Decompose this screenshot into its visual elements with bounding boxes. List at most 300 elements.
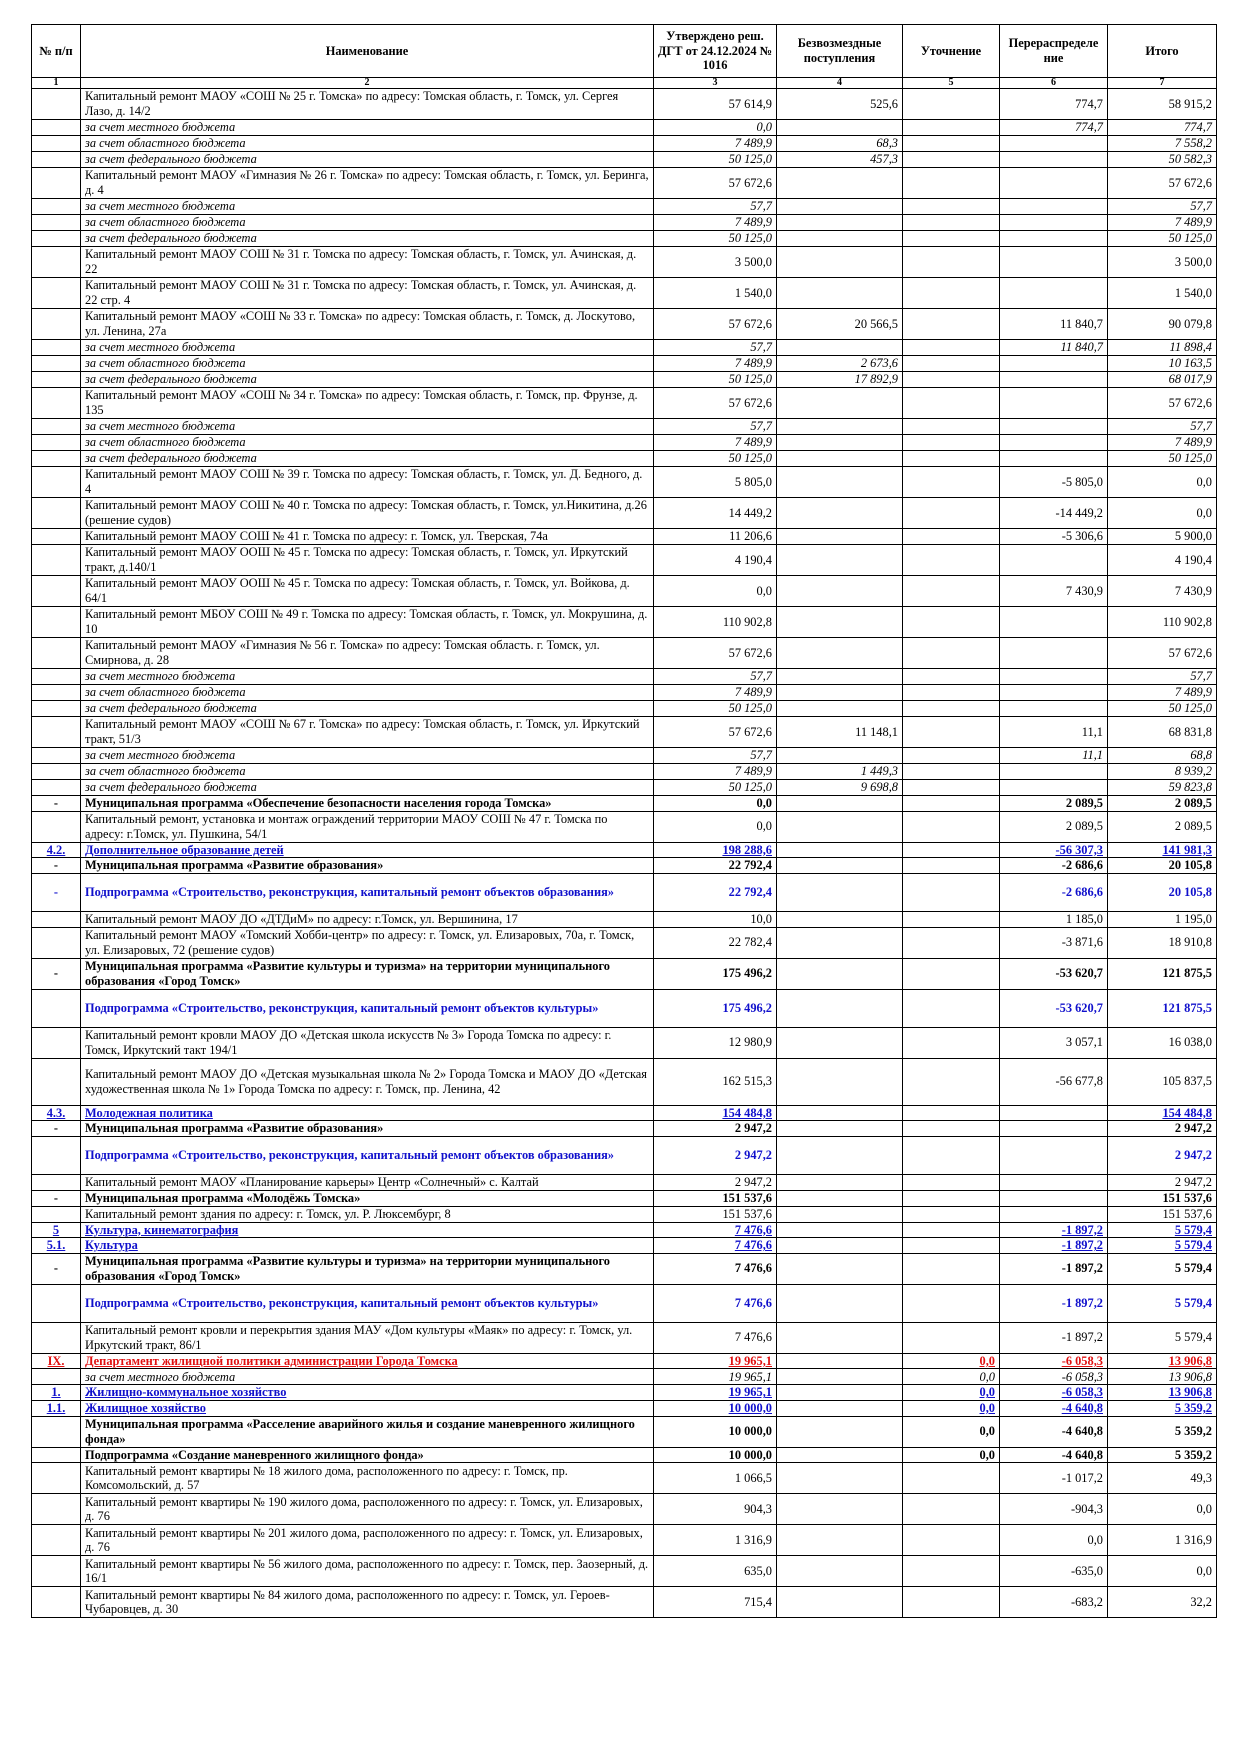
cell-num: 5: [32, 1222, 81, 1238]
cell-approved: 10 000,0: [654, 1416, 777, 1447]
table-row: [32, 685, 1217, 701]
cell-approved: 5 805,0: [654, 467, 777, 498]
cell-total: 2 947,2: [1108, 1136, 1217, 1174]
cell-approved: 57 672,6: [654, 717, 777, 748]
table-row: [32, 372, 1217, 388]
cell-redistribution: [1000, 764, 1108, 780]
cell-approved: 57 672,6: [654, 388, 777, 419]
col-number: 5: [903, 78, 1000, 89]
cell-free-receipts: [777, 199, 903, 215]
cell-clarification: [903, 764, 1000, 780]
table-row: [32, 1416, 1217, 1447]
cell-free-receipts: [777, 1121, 903, 1137]
cell-name: Капитальный ремонт квартиры № 18 жилого дома, расположенного по адресу: г. Томск, пр. Комсомольский, д. 57: [81, 1463, 654, 1494]
table-row: [32, 529, 1217, 545]
cell-clarification: 0,0: [903, 1369, 1000, 1385]
col-number: 4: [777, 78, 903, 89]
cell-clarification: [903, 1284, 1000, 1322]
cell-approved: 50 125,0: [654, 451, 777, 467]
cell-name: Культура, кинематография: [81, 1222, 654, 1238]
cell-approved: 0,0: [654, 120, 777, 136]
cell-clarification: [903, 1253, 1000, 1284]
cell-num: [32, 247, 81, 278]
cell-clarification: [903, 1222, 1000, 1238]
cell-approved: 1 066,5: [654, 1463, 777, 1494]
table-row: [32, 1587, 1217, 1618]
cell-num: [32, 576, 81, 607]
cell-free-receipts: [777, 1174, 903, 1190]
header-num: № п/п: [32, 25, 81, 78]
cell-redistribution: -4 640,8: [1000, 1447, 1108, 1463]
cell-name: Муниципальная программа «Обеспечение безопасности населения города Томска»: [81, 796, 654, 812]
cell-clarification: [903, 1322, 1000, 1353]
cell-total: 4 190,4: [1108, 545, 1217, 576]
cell-clarification: [903, 168, 1000, 199]
cell-redistribution: [1000, 1136, 1108, 1174]
cell-total: 0,0: [1108, 1494, 1217, 1525]
cell-approved: 57 672,6: [654, 309, 777, 340]
cell-name: Капитальный ремонт МБОУ СОШ № 49 г. Томска по адресу: Томская область, г. Томск, ул. Мокрушина, д. 10: [81, 607, 654, 638]
cell-free-receipts: [777, 247, 903, 278]
cell-clarification: [903, 120, 1000, 136]
cell-clarification: [903, 1494, 1000, 1525]
cell-name: Капитальный ремонт МАОУ «СОШ № 25 г. Томска» по адресу: Томская область, г. Томск, ул. Сергея Лазо, д. 14/2: [81, 89, 654, 120]
cell-approved: 0,0: [654, 811, 777, 842]
cell-total: 59 823,8: [1108, 780, 1217, 796]
cell-free-receipts: [777, 1206, 903, 1222]
col-number: 1: [32, 78, 81, 89]
cell-approved: 7 476,6: [654, 1322, 777, 1353]
cell-name: за счет федерального бюджета: [81, 152, 654, 168]
table-row: [32, 199, 1217, 215]
cell-name: Подпрограмма «Строительство, реконструкция, капитальный ремонт объектов образования»: [81, 873, 654, 911]
cell-approved: 0,0: [654, 796, 777, 812]
cell-approved: 11 206,6: [654, 529, 777, 545]
cell-free-receipts: [777, 498, 903, 529]
cell-clarification: [903, 1206, 1000, 1222]
cell-redistribution: -6 058,3: [1000, 1369, 1108, 1385]
cell-redistribution: -2 686,6: [1000, 873, 1108, 911]
cell-name: за счет федерального бюджета: [81, 231, 654, 247]
cell-free-receipts: [777, 669, 903, 685]
cell-redistribution: 2 089,5: [1000, 796, 1108, 812]
cell-free-receipts: [777, 989, 903, 1027]
cell-redistribution: [1000, 545, 1108, 576]
cell-clarification: [903, 215, 1000, 231]
cell-num: -: [32, 1190, 81, 1206]
cell-free-receipts: 9 698,8: [777, 780, 903, 796]
cell-approved: 110 902,8: [654, 607, 777, 638]
cell-free-receipts: 17 892,9: [777, 372, 903, 388]
table-row: [32, 435, 1217, 451]
cell-redistribution: 11,1: [1000, 717, 1108, 748]
cell-total: 57 672,6: [1108, 168, 1217, 199]
cell-approved: 175 496,2: [654, 958, 777, 989]
cell-num: -: [32, 796, 81, 812]
cell-redistribution: 774,7: [1000, 120, 1108, 136]
cell-free-receipts: [777, 1190, 903, 1206]
cell-total: 5 359,2: [1108, 1447, 1217, 1463]
table-row: [32, 1121, 1217, 1137]
cell-free-receipts: [777, 419, 903, 435]
cell-approved: 162 515,3: [654, 1058, 777, 1105]
cell-name: Подпрограмма «Строительство, реконструкция, капитальный ремонт объектов образования»: [81, 1136, 654, 1174]
cell-clarification: [903, 811, 1000, 842]
cell-clarification: [903, 1587, 1000, 1618]
cell-num: [32, 451, 81, 467]
cell-approved: 10,0: [654, 911, 777, 927]
cell-name: Капитальный ремонт МАОУ ДО «ДТДиМ» по адресу: г.Томск, ул. Вершинина, 17: [81, 911, 654, 927]
col-number: 3: [654, 78, 777, 89]
cell-total: 151 537,6: [1108, 1190, 1217, 1206]
cell-redistribution: 7 430,9: [1000, 576, 1108, 607]
table-row: [32, 388, 1217, 419]
cell-free-receipts: [777, 215, 903, 231]
cell-total: 16 038,0: [1108, 1027, 1217, 1058]
cell-free-receipts: [777, 685, 903, 701]
cell-clarification: [903, 927, 1000, 958]
cell-total: 18 910,8: [1108, 927, 1217, 958]
cell-num: [32, 764, 81, 780]
cell-approved: 198 288,6: [654, 842, 777, 858]
cell-approved: 57 672,6: [654, 168, 777, 199]
cell-approved: 57,7: [654, 419, 777, 435]
cell-num: [32, 419, 81, 435]
table-row: [32, 1253, 1217, 1284]
table-row: [32, 1027, 1217, 1058]
cell-approved: 10 000,0: [654, 1400, 777, 1416]
table-row: [32, 247, 1217, 278]
table-row: [32, 764, 1217, 780]
cell-name: Капитальный ремонт МАОУ «Планирование карьеры» Центр «Солнечный» с. Калтай: [81, 1174, 654, 1190]
cell-free-receipts: [777, 748, 903, 764]
cell-clarification: [903, 545, 1000, 576]
cell-total: 57,7: [1108, 669, 1217, 685]
header-total: Итого: [1108, 25, 1217, 78]
cell-name: Капитальный ремонт МАОУ СОШ № 31 г. Томска по адресу: Томская область, г. Томск, ул. Ачинская, д. 22 стр. 4: [81, 278, 654, 309]
cell-free-receipts: [777, 1587, 903, 1618]
cell-total: 7 489,9: [1108, 685, 1217, 701]
cell-name: Дополнительное образование детей: [81, 842, 654, 858]
cell-num: [32, 1206, 81, 1222]
table-row: [32, 911, 1217, 927]
cell-name: за счет областного бюджета: [81, 435, 654, 451]
cell-clarification: 0,0: [903, 1353, 1000, 1369]
cell-name: за счет областного бюджета: [81, 215, 654, 231]
cell-approved: 1 316,9: [654, 1525, 777, 1556]
table-row: [32, 356, 1217, 372]
cell-total: 2 089,5: [1108, 811, 1217, 842]
cell-total: 10 163,5: [1108, 356, 1217, 372]
cell-redistribution: -635,0: [1000, 1556, 1108, 1587]
cell-name: Капитальный ремонт МАОУ СОШ № 41 г. Томска по адресу: г. Томск, ул. Тверская, 74а: [81, 529, 654, 545]
cell-free-receipts: [777, 1058, 903, 1105]
cell-num: [32, 701, 81, 717]
cell-approved: 151 537,6: [654, 1190, 777, 1206]
table-row: [32, 152, 1217, 168]
cell-name: Муниципальная программа «Молодёжь Томска»: [81, 1190, 654, 1206]
cell-redistribution: [1000, 168, 1108, 199]
cell-redistribution: -4 640,8: [1000, 1416, 1108, 1447]
cell-num: [32, 278, 81, 309]
cell-redistribution: [1000, 199, 1108, 215]
cell-total: 57,7: [1108, 199, 1217, 215]
cell-total: 50 125,0: [1108, 231, 1217, 247]
cell-clarification: [903, 498, 1000, 529]
cell-approved: 154 484,8: [654, 1105, 777, 1121]
cell-total: 110 902,8: [1108, 607, 1217, 638]
table-row: [32, 120, 1217, 136]
table-row: [32, 309, 1217, 340]
cell-redistribution: -683,2: [1000, 1587, 1108, 1618]
cell-approved: 19 965,1: [654, 1385, 777, 1401]
cell-free-receipts: [777, 911, 903, 927]
cell-redistribution: -6 058,3: [1000, 1385, 1108, 1401]
cell-clarification: [903, 89, 1000, 120]
cell-num: -: [32, 873, 81, 911]
cell-free-receipts: [777, 858, 903, 874]
cell-redistribution: [1000, 356, 1108, 372]
table-row: [32, 796, 1217, 812]
column-number-row: [32, 78, 1217, 89]
cell-name: Муниципальная программа «Расселение аварийного жилья и создание маневренного жилищного фонда»: [81, 1416, 654, 1447]
cell-clarification: [903, 247, 1000, 278]
cell-total: 5 579,4: [1108, 1238, 1217, 1254]
cell-free-receipts: [777, 1416, 903, 1447]
cell-total: 1 195,0: [1108, 911, 1217, 927]
cell-name: Капитальный ремонт МАОУ ООШ № 45 г. Томска по адресу: Томская область, г. Томск, ул. Иркутский тракт, д.140/1: [81, 545, 654, 576]
cell-free-receipts: [777, 1353, 903, 1369]
cell-name: Подпрограмма «Строительство, реконструкция, капитальный ремонт объектов культуры»: [81, 1284, 654, 1322]
cell-redistribution: [1000, 780, 1108, 796]
cell-num: [32, 1058, 81, 1105]
cell-name: Капитальный ремонт квартиры № 56 жилого дома, расположенного по адресу: г. Томск, пер. Заозерный, д. 16/1: [81, 1556, 654, 1587]
cell-free-receipts: [777, 1322, 903, 1353]
cell-clarification: [903, 1174, 1000, 1190]
cell-total: 5 579,4: [1108, 1253, 1217, 1284]
table-body: [32, 89, 1217, 1618]
cell-total: 50 125,0: [1108, 451, 1217, 467]
cell-clarification: [903, 1463, 1000, 1494]
table-row: [32, 1105, 1217, 1121]
cell-free-receipts: [777, 958, 903, 989]
cell-num: 4.2.: [32, 842, 81, 858]
cell-num: [32, 685, 81, 701]
cell-name: Капитальный ремонт МАОУ СОШ № 31 г. Томска по адресу: Томская область, г. Томск, ул. Ачинская, д. 22: [81, 247, 654, 278]
cell-clarification: [903, 419, 1000, 435]
cell-redistribution: -3 871,6: [1000, 927, 1108, 958]
cell-approved: 7 476,6: [654, 1284, 777, 1322]
cell-total: 774,7: [1108, 120, 1217, 136]
cell-name: за счет областного бюджета: [81, 136, 654, 152]
cell-redistribution: -1 897,2: [1000, 1284, 1108, 1322]
cell-approved: 50 125,0: [654, 152, 777, 168]
table-row: [32, 927, 1217, 958]
cell-redistribution: [1000, 372, 1108, 388]
table-row: [32, 1385, 1217, 1401]
cell-free-receipts: [777, 873, 903, 911]
cell-name: за счет федерального бюджета: [81, 451, 654, 467]
cell-approved: 22 792,4: [654, 873, 777, 911]
cell-total: 5 900,0: [1108, 529, 1217, 545]
cell-free-receipts: [777, 340, 903, 356]
cell-total: 7 430,9: [1108, 576, 1217, 607]
cell-clarification: [903, 372, 1000, 388]
cell-total: 2 089,5: [1108, 796, 1217, 812]
cell-name: Капитальный ремонт МАОУ «СОШ № 34 г. Томска» по адресу: Томская область, г. Томск, пр. Фрунзе, д. 135: [81, 388, 654, 419]
cell-total: 57 672,6: [1108, 638, 1217, 669]
cell-clarification: [903, 989, 1000, 1027]
cell-total: 5 359,2: [1108, 1416, 1217, 1447]
table-row: [32, 545, 1217, 576]
table-row: [32, 1494, 1217, 1525]
cell-approved: 57,7: [654, 199, 777, 215]
cell-num: [32, 435, 81, 451]
cell-free-receipts: [777, 278, 903, 309]
cell-approved: 7 476,6: [654, 1253, 777, 1284]
cell-approved: 2 947,2: [654, 1121, 777, 1137]
cell-total: 0,0: [1108, 467, 1217, 498]
cell-redistribution: [1000, 1121, 1108, 1137]
cell-clarification: 0,0: [903, 1400, 1000, 1416]
cell-approved: 50 125,0: [654, 701, 777, 717]
cell-clarification: [903, 796, 1000, 812]
cell-total: 1 316,9: [1108, 1525, 1217, 1556]
cell-clarification: 0,0: [903, 1385, 1000, 1401]
cell-redistribution: -2 686,6: [1000, 858, 1108, 874]
cell-free-receipts: [777, 1556, 903, 1587]
cell-free-receipts: [777, 796, 903, 812]
cell-clarification: [903, 152, 1000, 168]
cell-redistribution: -56 677,8: [1000, 1058, 1108, 1105]
cell-name: Капитальный ремонт, установка и монтаж ограждений территории МАОУ СОШ № 47 г. Томска по адресу: г.Томск, ул. Пушкина, 54/1: [81, 811, 654, 842]
table-row: [32, 1447, 1217, 1463]
cell-total: 90 079,8: [1108, 309, 1217, 340]
cell-total: 50 582,3: [1108, 152, 1217, 168]
cell-redistribution: 11,1: [1000, 748, 1108, 764]
table-row: [32, 811, 1217, 842]
cell-num: -: [32, 858, 81, 874]
cell-approved: 22 782,4: [654, 927, 777, 958]
cell-num: [32, 1494, 81, 1525]
cell-approved: 50 125,0: [654, 231, 777, 247]
cell-name: за счет местного бюджета: [81, 1369, 654, 1385]
cell-approved: 7 489,9: [654, 685, 777, 701]
cell-total: 32,2: [1108, 1587, 1217, 1618]
cell-total: 5 359,2: [1108, 1400, 1217, 1416]
cell-name: Капитальный ремонт квартиры № 84 жилого дома, расположенного по адресу: г. Томск, ул. Героев-Чубаровцев, д. 30: [81, 1587, 654, 1618]
cell-name: Капитальный ремонт МАОУ «Гимназия № 56 г. Томска» по адресу: Томская область. г. Томск, ул. Смирнова, д. 28: [81, 638, 654, 669]
cell-redistribution: [1000, 1174, 1108, 1190]
cell-approved: 50 125,0: [654, 780, 777, 796]
cell-clarification: [903, 1190, 1000, 1206]
cell-approved: 635,0: [654, 1556, 777, 1587]
cell-redistribution: [1000, 607, 1108, 638]
cell-clarification: [903, 1058, 1000, 1105]
cell-clarification: [903, 911, 1000, 927]
cell-redistribution: 11 840,7: [1000, 309, 1108, 340]
cell-redistribution: -5 306,6: [1000, 529, 1108, 545]
cell-total: 5 579,4: [1108, 1322, 1217, 1353]
cell-redistribution: [1000, 136, 1108, 152]
cell-num: [32, 669, 81, 685]
cell-approved: 57 614,9: [654, 89, 777, 120]
cell-total: 121 875,5: [1108, 989, 1217, 1027]
table-row: [32, 168, 1217, 199]
cell-num: [32, 120, 81, 136]
cell-free-receipts: 11 148,1: [777, 717, 903, 748]
header-redistribution: Перераспределе ние: [1000, 25, 1108, 78]
cell-name: Муниципальная программа «Развитие культуры и туризма» на территории муниципального образования «Город Томск»: [81, 958, 654, 989]
cell-approved: 2 947,2: [654, 1136, 777, 1174]
cell-free-receipts: [777, 1463, 903, 1494]
cell-approved: 904,3: [654, 1494, 777, 1525]
table-row: [32, 1556, 1217, 1587]
cell-free-receipts: 2 673,6: [777, 356, 903, 372]
cell-total: 8 939,2: [1108, 764, 1217, 780]
cell-approved: 7 489,9: [654, 136, 777, 152]
table-row: [32, 1284, 1217, 1322]
cell-clarification: [903, 701, 1000, 717]
cell-num: [32, 1587, 81, 1618]
table-row: [32, 748, 1217, 764]
table-row: [32, 873, 1217, 911]
cell-num: [32, 215, 81, 231]
cell-approved: 4 190,4: [654, 545, 777, 576]
cell-name: за счет федерального бюджета: [81, 372, 654, 388]
cell-num: [32, 989, 81, 1027]
cell-free-receipts: [777, 1222, 903, 1238]
cell-name: за счет местного бюджета: [81, 419, 654, 435]
cell-approved: 7 489,9: [654, 435, 777, 451]
cell-clarification: [903, 1556, 1000, 1587]
table-row: [32, 1058, 1217, 1105]
cell-total: 68 831,8: [1108, 717, 1217, 748]
cell-clarification: [903, 388, 1000, 419]
cell-num: [32, 1027, 81, 1058]
cell-free-receipts: 1 449,3: [777, 764, 903, 780]
cell-num: [32, 1556, 81, 1587]
cell-num: [32, 1525, 81, 1556]
cell-redistribution: -53 620,7: [1000, 989, 1108, 1027]
cell-redistribution: -4 640,8: [1000, 1400, 1108, 1416]
cell-redistribution: [1000, 638, 1108, 669]
cell-clarification: [903, 748, 1000, 764]
cell-name: за счет областного бюджета: [81, 685, 654, 701]
cell-clarification: [903, 638, 1000, 669]
cell-free-receipts: [777, 231, 903, 247]
cell-total: 58 915,2: [1108, 89, 1217, 120]
table-row: [32, 1174, 1217, 1190]
cell-clarification: [903, 1027, 1000, 1058]
cell-num: [32, 638, 81, 669]
cell-num: 1.: [32, 1385, 81, 1401]
cell-num: [32, 467, 81, 498]
cell-approved: 1 540,0: [654, 278, 777, 309]
cell-redistribution: [1000, 669, 1108, 685]
cell-num: [32, 780, 81, 796]
cell-name: Капитальный ремонт МАОУ ООШ № 45 г. Томска по адресу: Томская область, г. Томск, ул. Войкова, д. 64/1: [81, 576, 654, 607]
cell-redistribution: [1000, 1206, 1108, 1222]
cell-name: Капитальный ремонт квартиры № 190 жилого дома, расположенного по адресу: г. Томск, ул. Елизаровых, д. 76: [81, 1494, 654, 1525]
cell-name: за счет федерального бюджета: [81, 780, 654, 796]
table-row: [32, 1369, 1217, 1385]
table-row: [32, 278, 1217, 309]
cell-clarification: [903, 467, 1000, 498]
cell-redistribution: 3 057,1: [1000, 1027, 1108, 1058]
cell-clarification: [903, 1525, 1000, 1556]
cell-num: [32, 911, 81, 927]
